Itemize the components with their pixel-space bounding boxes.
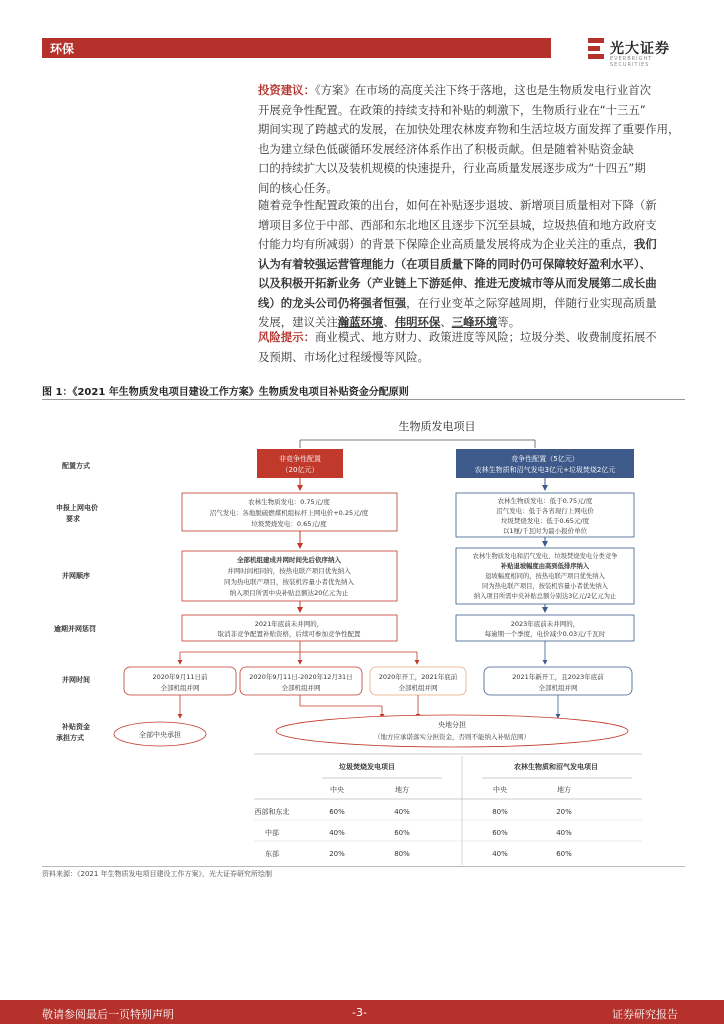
svg-text:沼气发电：各地脱硫燃煤机组标杆上网电价+0.25元/度: 沼气发电：各地脱硫燃煤机组标杆上网电价+0.25元/度 <box>209 509 369 517</box>
svg-text:地方: 地方 <box>557 786 571 794</box>
svg-text:补贴退坡幅度由高到低排序纳入: 补贴退坡幅度由高到低排序纳入 <box>500 563 590 570</box>
svg-text:央地分担: 央地分担 <box>438 721 466 729</box>
section-header-bar <box>42 38 551 58</box>
figure-source: 资料来源：《2021 年生物质发电项目建设工作方案》，光大证券研究所绘制 <box>42 870 273 878</box>
svg-text:40%: 40% <box>556 829 572 837</box>
footer-disclaimer: 敬请参阅最后一页特别声明 <box>42 1008 174 1021</box>
svg-text:（20亿元）: （20亿元） <box>281 466 319 474</box>
svg-text:纳入项目所需中央补贴总额达20亿元为止: 纳入项目所需中央补贴总额达20亿元为止 <box>229 589 349 597</box>
svg-text:全部机组并网: 全部机组并网 <box>538 684 578 692</box>
row-label-config: 配置方式 <box>62 462 90 470</box>
row-label-price-2: 要求 <box>66 515 80 523</box>
svg-text:非竞争性配置: 非竞争性配置 <box>279 455 321 463</box>
row-label-penalty: 逾期并网惩罚 <box>54 625 96 633</box>
svg-text:20%: 20% <box>329 850 345 858</box>
risk-label: 风险提示： <box>258 330 315 344</box>
svg-text:80%: 80% <box>394 850 410 858</box>
footer-report-type: 证券研究报告 <box>612 1008 678 1021</box>
svg-text:垃圾焚烧发电项目: 垃圾焚烧发电项目 <box>339 763 395 771</box>
brand-logo <box>588 36 688 66</box>
root-node: 生物质发电项目 <box>398 420 476 433</box>
svg-text:农林生物质发电：0.75元/度: 农林生物质发电：0.75元/度 <box>248 498 330 506</box>
svg-text:（地方应承诺落实分担资金，否则不能纳入补贴范围）: （地方应承诺落实分担资金，否则不能纳入补贴范围） <box>374 733 530 741</box>
svg-text:中央: 中央 <box>330 786 344 794</box>
svg-text:全部机组并网: 全部机组并网 <box>281 684 321 692</box>
svg-text:2021年底前未并网的，: 2021年底前未并网的， <box>254 620 324 628</box>
svg-text:取消非竞争配置补贴资格，后续可参加竞争性配置: 取消非竞争配置补贴资格，后续可参加竞争性配置 <box>217 630 361 638</box>
analysis-paragraph: 随着竞争性配置政策的出台，如何在补贴逐步退坡、新增项目质量相对下降（新 增项目多位于中部、西部和东北地区且逐步下沉至县城，垃圾热值和地方政府支 付能力均有所减弱）的背景下保障企业高质量发展将成为企业关注的重点，我们 认为有着较强运营管理能力（在项目质量下降的同时仍可保障较好盈利水平）、 以及积极开拓新业务（产业链上下游延伸、推进无废城市等从而发展第二成长曲 线）的龙头公司仍将强者恒强，在行业变革之际穿越周期，伴随行业实现高质量 发展，建议关注瀚蓝环境、伟明环保、三峰环境等。 <box>258 198 657 329</box>
svg-text:40%: 40% <box>329 829 345 837</box>
section-title: 环保 <box>50 42 75 56</box>
svg-text:中央: 中央 <box>493 786 507 794</box>
svg-text:全部中央承担: 全部中央承担 <box>139 731 181 739</box>
svg-text:东部: 东部 <box>265 850 279 858</box>
svg-text:退坡幅度相同的，按热电联产项目优先纳入: 退坡幅度相同的，按热电联产项目优先纳入 <box>485 573 605 580</box>
svg-text:垃圾焚烧发电：低于0.65元/度: 垃圾焚烧发电：低于0.65元/度 <box>500 517 590 525</box>
svg-text:以1厘/千瓦时为最小报价单位: 以1厘/千瓦时为最小报价单位 <box>502 527 588 535</box>
svg-text:全部机组并网: 全部机组并网 <box>398 684 438 692</box>
svg-text:并网时间相同的，按热电联产项目优先纳入: 并网时间相同的，按热电联产项目优先纳入 <box>227 567 351 575</box>
row-label-price-1: 申报上网电价 <box>56 504 98 512</box>
svg-text:80%: 80% <box>492 808 508 816</box>
svg-text:同为热电联产项目，按装机容量小者优先纳入: 同为热电联产项目，按装机容量小者优先纳入 <box>224 578 354 586</box>
svg-text:竞争性配置（5亿元）: 竞争性配置（5亿元） <box>511 455 579 463</box>
page-footer <box>0 1000 724 1024</box>
subsidy-flow-diagram <box>42 400 685 865</box>
shared-funding-oval <box>276 715 628 747</box>
logo-mark-icon <box>588 38 606 60</box>
row-label-time: 并网时间 <box>62 676 90 684</box>
page-number: -3- <box>352 1006 367 1019</box>
svg-text:农林生物质发电：低于0.75元/度: 农林生物质发电：低于0.75元/度 <box>497 497 593 505</box>
svg-text:2023年底前未并网的，: 2023年底前未并网的， <box>510 620 580 628</box>
row-label-order: 并网顺序 <box>62 572 90 580</box>
svg-text:纳入项目所需中央补贴总额分别达3亿元/2亿元为止: 纳入项目所需中央补贴总额分别达3亿元/2亿元为止 <box>473 593 617 600</box>
svg-text:40%: 40% <box>394 808 410 816</box>
stock-link-2: 伟明环保 <box>394 315 441 329</box>
svg-text:2020年9月11日-2020年12月31日: 2020年9月11日-2020年12月31日 <box>249 673 353 681</box>
svg-text:沼气发电：低于各省现行上网电价: 沼气发电：低于各省现行上网电价 <box>496 507 594 515</box>
logo-name: 光大证券 <box>610 41 670 57</box>
funding-share-table <box>254 754 642 865</box>
svg-text:每逾期一个季度，电价减少0.03元/千瓦时: 每逾期一个季度，电价减少0.03元/千瓦时 <box>484 630 606 638</box>
svg-text:60%: 60% <box>394 829 410 837</box>
svg-text:全部机组并网: 全部机组并网 <box>160 684 200 692</box>
stock-link-3: 三峰环境 <box>451 315 498 329</box>
svg-text:农林生物质和沼气发电项目: 农林生物质和沼气发电项目 <box>514 763 598 771</box>
svg-text:农林生物质和沼气发电3亿元+垃圾焚烧2亿元: 农林生物质和沼气发电3亿元+垃圾焚烧2亿元 <box>474 466 616 474</box>
svg-text:60%: 60% <box>556 850 572 858</box>
svg-text:20%: 20% <box>556 808 572 816</box>
risk-paragraph: 风险提示：商业模式、地方财力、政策进度等风险；垃圾分类、收费制度拓展不 及预期、市场化过程缓慢等风险。 <box>258 330 657 364</box>
source-divider <box>42 866 685 867</box>
stock-link-1: 瀚蓝环境 <box>337 315 384 329</box>
svg-text:中部: 中部 <box>265 829 279 837</box>
svg-text:垃圾焚烧发电：0.65元/度: 垃圾焚烧发电：0.65元/度 <box>251 520 327 528</box>
svg-text:同为热电联产项目，按装机容量小者优先纳入: 同为热电联产项目，按装机容量小者优先纳入 <box>482 583 608 590</box>
svg-text:2020年9月11日前: 2020年9月11日前 <box>152 673 208 681</box>
svg-text:农林生物质发电和沼气发电、垃圾焚烧发电分类竞争: 农林生物质发电和沼气发电、垃圾焚烧发电分类竞争 <box>472 553 618 560</box>
figure-title: 图 1：《2021 年生物质发电项目建设工作方案》生物质发电项目补贴资金分配原则 <box>42 387 409 398</box>
svg-text:60%: 60% <box>492 829 508 837</box>
investment-advice-label: 投资建议： <box>258 83 315 97</box>
row-label-funding-2: 承担方式 <box>56 734 84 742</box>
svg-text:地方: 地方 <box>395 786 409 794</box>
svg-text:西部和东北: 西部和东北 <box>254 808 290 816</box>
investment-advice-paragraph: 投资建议：《方案》在市场的高度关注下终于落地，这也是生物质发电行业首次 开展竞争性配置。在政策的持续支持和补贴的刺激下，生物质行业在“十三五” 期间实现了跨越式的发展，在加快处理农林废弃物和生活垃圾方面发挥了重要作用， 也为建立绿色低碳循环发展经济体系作出了积极贡献。但是随着补贴资金缺 口的持续扩大以及装机规模的快速提升，行业高质量发展逐步成为“十四五”期 间的核心任务。 <box>258 83 680 195</box>
svg-text:40%: 40% <box>492 850 508 858</box>
svg-text:60%: 60% <box>329 808 345 816</box>
row-label-funding-1: 补贴资金 <box>62 723 90 731</box>
svg-text:2021年新开工，且2023年底前: 2021年新开工，且2023年底前 <box>512 673 604 681</box>
logo-subtitle: EVERBRIGHT SECURITIES <box>610 56 653 68</box>
svg-text:全部机组建成并网时间先后依序纳入: 全部机组建成并网时间先后依序纳入 <box>237 556 341 564</box>
svg-text:2020年开工，2021年底前: 2020年开工，2021年底前 <box>378 673 458 681</box>
